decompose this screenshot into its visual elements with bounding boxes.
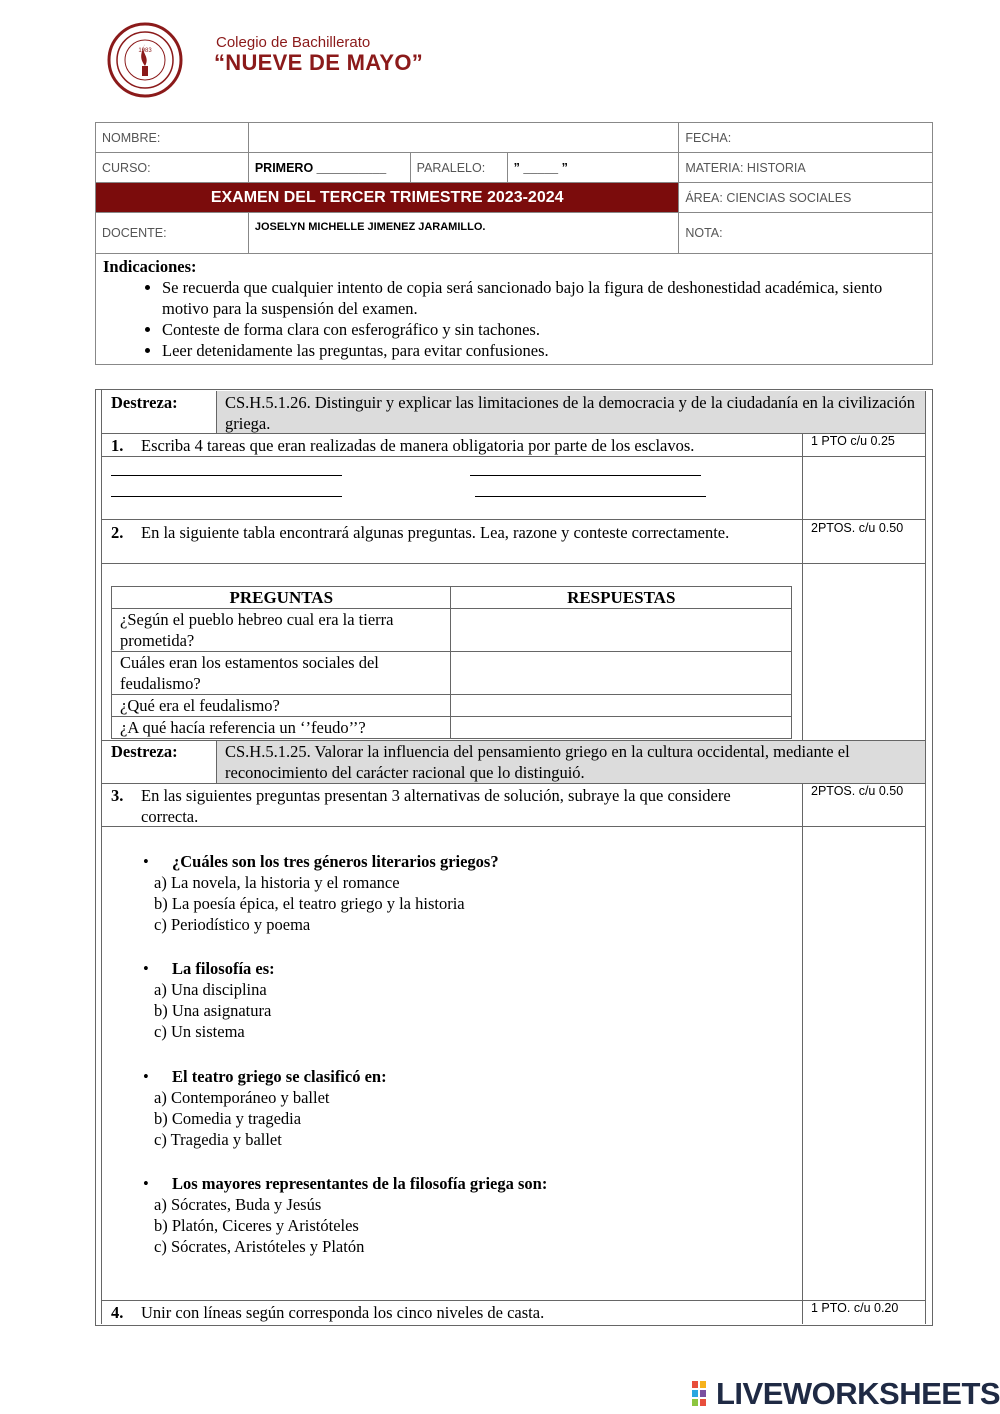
bullet: • [143, 1174, 149, 1193]
q3-option[interactable]: a) Una disciplina [154, 980, 267, 999]
nombre-label: NOMBRE: [96, 123, 249, 153]
paralelo-value[interactable]: ” _____ ” [507, 153, 679, 183]
q3-option[interactable]: c) Sócrates, Aristóteles y Platón [154, 1237, 365, 1256]
indications-list [96, 277, 932, 361]
answer-cell[interactable] [451, 652, 792, 695]
q4-points: 1 PTO. c/u 0.20 [811, 1301, 899, 1315]
q1-points: 1 PTO c/u 0.25 [811, 434, 895, 448]
table-row-question: ¿A qué hacía referencia un ‘’feudo’’? [112, 717, 451, 739]
col-preguntas-header: PREGUNTAS [112, 587, 451, 609]
q3-option[interactable]: b) Comedia y tragedia [154, 1109, 302, 1128]
q3-option[interactable]: c) Tragedia y ballet [154, 1130, 282, 1149]
q3-option[interactable]: a) Contemporáneo y ballet [154, 1088, 330, 1107]
indication-item: • Se recuerda que cualquier intento de copia será sancionado bajo la figura de deshonestidad académica, siento motivo para la suspensión del examen. [162, 277, 932, 319]
q2-text: En la siguiente tabla encontrará algunas preguntas. Lea, razone y conteste correctamente. [141, 523, 730, 542]
q2-questions-table [111, 586, 792, 739]
destreza2-text: CS.H.5.1.25. Valorar la influencia del pensamiento griego en la cultura occidental, mediante el reconocimiento del carácter racional que lo distinguió. [225, 742, 850, 782]
table-row-question: Cuáles eran los estamentos sociales del feudalismo? [112, 652, 451, 695]
exam-title: EXAMEN DEL TERCER TRIMESTRE 2023-2024 [96, 183, 679, 213]
school-name-line2: “NUEVE DE MAYO” [214, 50, 424, 75]
indications-box [95, 254, 933, 365]
q3-number: 3. [111, 786, 124, 805]
nombre-field[interactable] [248, 123, 679, 153]
q4-number: 4. [111, 1303, 124, 1322]
indication-item: • Leer detenidamente las preguntas, para evitar confusiones. [162, 340, 932, 361]
docente-value: JOSELYN MICHELLE JIMENEZ JARAMILLO. [248, 213, 679, 254]
answer-cell[interactable] [451, 695, 792, 717]
q1-answer-line[interactable] [111, 496, 342, 497]
q1-answer-line[interactable] [470, 475, 701, 476]
destreza1-label: Destreza: [111, 393, 178, 412]
q3-item-question: Los mayores representantes de la filosofía griega son: [172, 1174, 548, 1193]
school-name-line1: Colegio de Bachillerato [216, 34, 371, 51]
q3-option[interactable]: a) Sócrates, Buda y Jesús [154, 1195, 322, 1214]
q3-points: 2PTOS. c/u 0.50 [811, 784, 904, 798]
q3-option[interactable]: b) Una asignatura [154, 1001, 272, 1020]
liveworksheets-icon [692, 1381, 714, 1407]
col-respuestas-header: RESPUESTAS [451, 587, 792, 609]
q3-option[interactable]: c) Periodístico y poema [154, 915, 311, 934]
indications-title: Indicaciones: [103, 257, 197, 276]
bullet: • [143, 1067, 149, 1086]
docente-label: DOCENTE: [96, 213, 249, 254]
liveworksheets-brand: LIVEWORKSHEETS [716, 1376, 1000, 1411]
q1-text: Escriba 4 tareas que eran realizadas de manera obligatoria por parte de los esclavos. [141, 436, 695, 455]
table-row-question: ¿Qué era el feudalismo? [112, 695, 451, 717]
paralelo-label: PARALELO: [410, 153, 507, 183]
q3-text: En las siguientes preguntas presentan 3 alternativas de solución, subraye la que considere correcta. [141, 786, 731, 826]
q1-answer-line[interactable] [475, 496, 706, 497]
destreza2-label: Destreza: [111, 742, 178, 761]
table-row-question: ¿Según el pueblo hebreo cual era la tierra prometida? [112, 609, 451, 652]
q3-item-question: ¿Cuáles son los tres géneros literarios griegos? [172, 852, 499, 871]
q3-option[interactable]: a) La novela, la historia y el romance [154, 873, 400, 892]
curso-value[interactable]: PRIMERO __________ [248, 153, 410, 183]
bullet: • [143, 959, 149, 978]
q3-option[interactable]: b) La poesía épica, el teatro griego y la historia [154, 894, 465, 913]
q3-option[interactable]: b) Platón, Ciceres y Aristóteles [154, 1216, 359, 1235]
q2-number: 2. [111, 523, 124, 542]
nota-label[interactable]: NOTA: [679, 213, 933, 254]
fecha-label[interactable]: FECHA: [679, 123, 933, 153]
materia-label: MATERIA: HISTORIA [679, 153, 933, 183]
q3-option[interactable]: c) Un sistema [154, 1022, 245, 1041]
seal-year: 1983 [138, 48, 152, 54]
q4-text: Unir con líneas según corresponda los cinco niveles de casta. [141, 1303, 545, 1322]
q1-answer-line[interactable] [111, 475, 342, 476]
q3-item-question: El teatro griego se clasificó en: [172, 1067, 387, 1086]
q2-points: 2PTOS. c/u 0.50 [811, 521, 904, 535]
answer-cell[interactable] [451, 609, 792, 652]
school-seal-logo [105, 22, 185, 98]
curso-label: CURSO: [96, 153, 249, 183]
q3-item-question: La filosofía es: [172, 959, 275, 978]
student-info-table [95, 122, 933, 254]
destreza1-text: CS.H.5.1.26. Distinguir y explicar las limitaciones de la democracia y de la ciudadanía en la civilización griega. [225, 393, 916, 433]
q1-number: 1. [111, 436, 124, 455]
indication-item: • Conteste de forma clara con esferográfico y sin tachones. [162, 319, 932, 340]
area-label: ÁREA: CIENCIAS SOCIALES [679, 183, 933, 213]
liveworksheets-logo[interactable] [692, 1376, 1000, 1412]
bullet: • [143, 852, 149, 871]
answer-cell[interactable] [451, 717, 792, 739]
